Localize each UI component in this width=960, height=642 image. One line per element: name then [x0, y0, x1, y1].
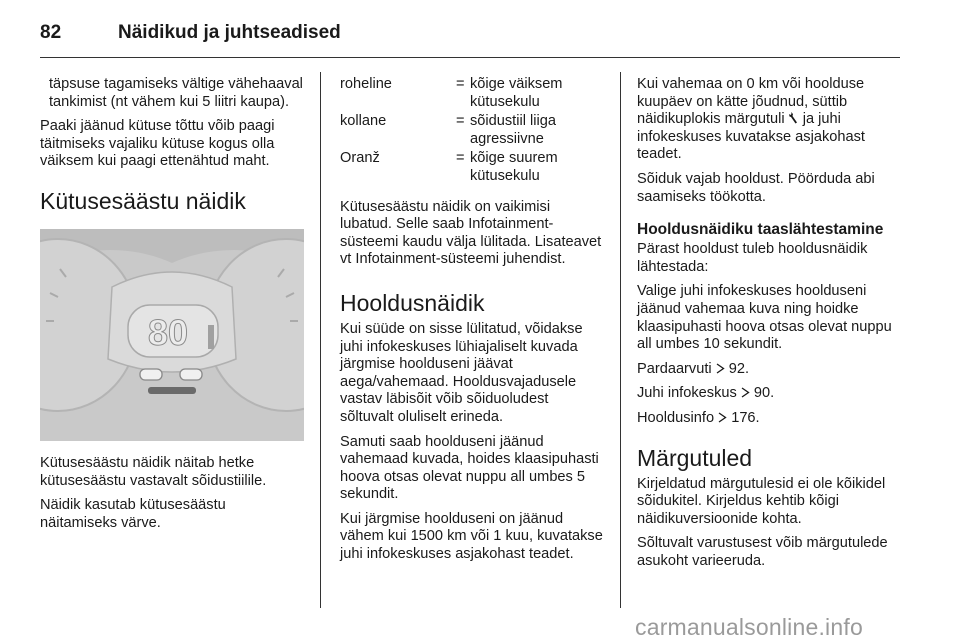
paragraph: Näidik kasutab kütusesäästu näitamiseks värve.	[40, 497, 226, 531]
cross-reference[interactable]: Hooldusinfo 176.	[637, 409, 760, 426]
legend-row: Oranž = kõige suurem kütusekulu	[340, 150, 558, 184]
paragraph: Kütusesäästu näidik on vaikimisi lubatud. Selle saab Infotainment-süsteemi kaudu välja lülitada. Lisateavet vt Infotainment-süsteemi juhendist.	[340, 198, 602, 268]
paragraph: Valige juhi infokeskuses hoolduseni jäänud vahemaa kuva ning hoidke klaasipuhasti hoova otsas olevat nuppu all umbes 10 sekundit.	[637, 283, 892, 353]
instrument-cluster-figure	[40, 229, 304, 441]
page-number: 82	[40, 22, 62, 43]
page-reference-arrow-icon	[741, 387, 750, 398]
paragraph: täpsuse tagamiseks vältige vähehaaval tankimist (nt vähem kui 5 liitri kaupa).	[49, 76, 303, 110]
paragraph: Sõiduk vajab hooldust. Pöörduda abi saamiseks töökotta.	[637, 170, 875, 205]
legend-row: kollane = sõidustiil liiga agressiivne	[340, 113, 556, 147]
cross-reference[interactable]: Pardaarvuti 92.	[637, 360, 750, 377]
color-legend-table	[340, 76, 580, 188]
section-heading-service-indicator: Hooldusnäidik	[340, 289, 485, 316]
wrench-icon	[789, 111, 803, 127]
cross-reference[interactable]: Juhi infokeskus 90.	[637, 385, 775, 402]
paragraph: Kütusesäästu näidik näitab hetke kütusesäästu vastavalt sõidustiilile.	[40, 454, 267, 489]
instrument-cluster-illustration	[40, 229, 304, 441]
digital-speed-readout: 80	[147, 311, 189, 353]
column-1	[40, 76, 304, 539]
section-heading-warning-lights: Märgutuled	[637, 444, 753, 471]
page-title: Näidikud ja juhtseadised	[118, 22, 341, 43]
paragraph: Kui järgmise hoolduseni on jäänud vähem kui 1500 km või 1 kuu, kuvatakse juhi infokeskuses asjakohast teadet.	[340, 510, 603, 563]
paragraph: Pärast hooldust tuleb hooldusnäidik lähtestada:	[637, 241, 868, 275]
section-heading-fuel-economy: Kütusesäästu näidik	[40, 187, 246, 214]
legend-row: roheline = kõige väiksem kütusekulu	[340, 76, 563, 110]
column-divider-1	[320, 72, 321, 608]
page-reference-arrow-icon	[716, 363, 725, 374]
paragraph: Kirjeldatud märgutulesid ei ole kõikidel sõidukitel. Kirjeldus kehtib kõigi näidikuversioonide kohta.	[637, 475, 886, 527]
paragraph: Kui süüde on sisse lülitatud, võidakse juhi infokeskuses lühiajaliselt kuvada järgmise hoolduseni jäävat aega/vahemaad. Hooldusvajadusele vastav läbisõit võib sõiduoludest sõltuvalt oluliselt erineda.	[340, 320, 583, 425]
column-divider-2	[620, 72, 621, 608]
column-2	[340, 76, 604, 571]
paragraph: Paaki jäänud kütuse tõttu võib paagi täitmiseks vajaliku kütuse kogus olla väiksem kui paagi ettenähtud maht.	[40, 118, 275, 170]
page-reference-arrow-icon	[718, 412, 727, 423]
paragraph: Sõltuvalt varustusest võib märgutulede asukoht varieeruda.	[637, 535, 888, 569]
column-3	[637, 76, 907, 577]
paragraph: Samuti saab hoolduseni jäänud vahemaad kuvada, hoides klaasipuhasti hoova otsas olevat nuppu all umbes 5 sekundit.	[340, 433, 599, 503]
paragraph: Kui vahemaa on 0 km või hoolduse kuupäev on kätte jõudnud, süttib näidikuplokis märgutuli ja juhi infokeskuses kuvatakse asjakohast teadet.	[637, 76, 865, 163]
subsection-heading-service-reset: Hooldusnäidiku taaslähtestamine	[637, 221, 884, 239]
watermark: carmanualsonline.info	[635, 614, 863, 640]
header-divider	[40, 57, 900, 58]
